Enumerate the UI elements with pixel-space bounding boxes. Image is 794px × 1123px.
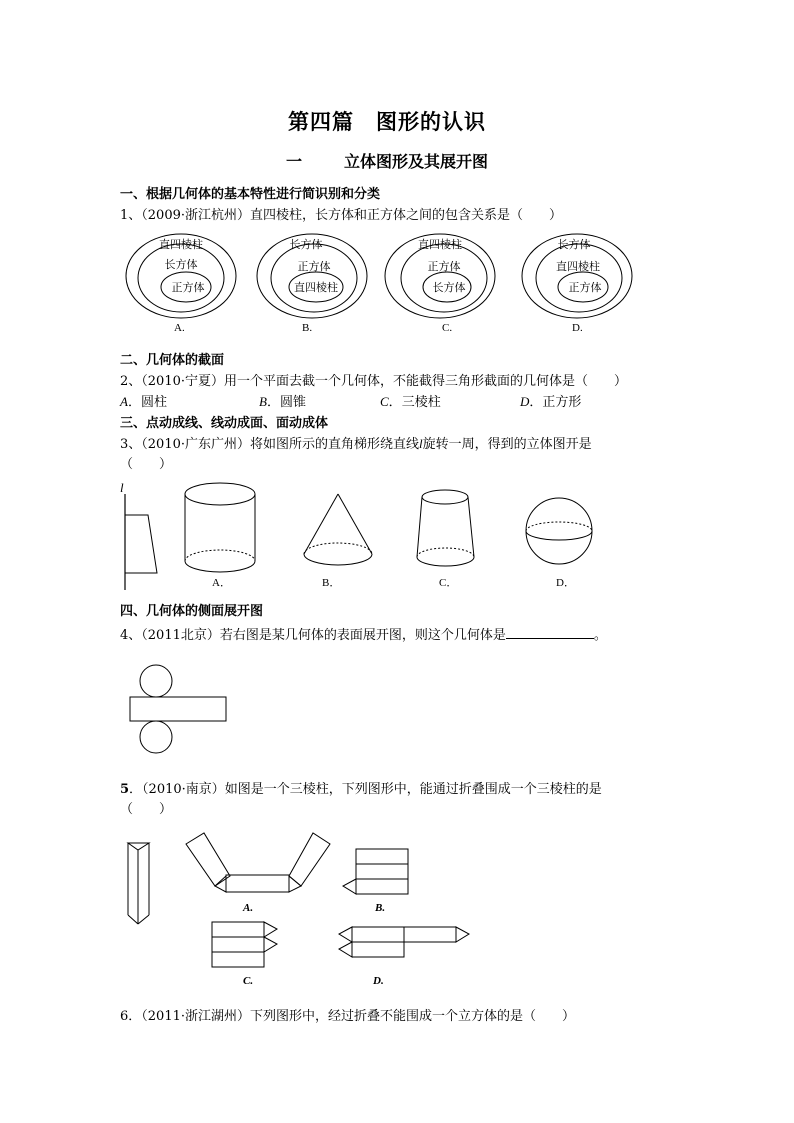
venn-d-outer-label: 长方体 bbox=[557, 238, 591, 251]
axis-l-label: l bbox=[120, 480, 124, 495]
question-2-option-b: B．圆锥 bbox=[259, 394, 306, 410]
venn-c-inner-label: 长方体 bbox=[432, 281, 466, 294]
page-title: 第四篇 图形的认识 bbox=[288, 109, 486, 134]
question-5-text: 5．（2010·南京）如图是一个三棱柱，下列图形中，能通过折叠围成一个三棱柱的是 bbox=[120, 782, 602, 797]
net-b-label: B. bbox=[375, 902, 386, 914]
figure-b-label: B． bbox=[322, 577, 341, 589]
net-a-label: A. bbox=[243, 902, 254, 914]
figure-a-label: A． bbox=[212, 577, 231, 589]
venn-c-middle-label: 正方体 bbox=[427, 260, 461, 273]
venn-a-middle-label: 长方体 bbox=[164, 258, 198, 271]
venn-a-label: A. bbox=[174, 322, 185, 334]
venn-b-label: B. bbox=[302, 322, 313, 334]
question-1-text: 1、（2009·浙江杭州）直四棱柱，长方体和正方体之间的包含关系是（ ） bbox=[120, 208, 562, 223]
subtitle-number: 一 bbox=[286, 152, 303, 171]
venn-d-middle-label: 直四棱柱 bbox=[556, 260, 600, 273]
question-2-option-d: D．正方形 bbox=[520, 394, 582, 410]
venn-d-inner-label: 正方体 bbox=[568, 281, 602, 294]
subtitle: 立体图形及其展开图 bbox=[344, 152, 489, 171]
section-1-heading: 一、根据几何体的基本特性进行简识别和分类 bbox=[120, 187, 381, 202]
net-d-label: D. bbox=[373, 975, 384, 987]
question-2-option-c: C．三棱柱 bbox=[380, 394, 441, 410]
section-4-heading: 四、几何体的侧面展开图 bbox=[120, 604, 264, 619]
venn-c-label: C. bbox=[442, 322, 453, 334]
venn-a-outer-label: 直四棱柱 bbox=[159, 238, 203, 251]
venn-a-inner-label: 正方体 bbox=[171, 281, 205, 294]
venn-d-label: D. bbox=[572, 322, 583, 334]
figure-c-label: C． bbox=[439, 577, 458, 589]
question-6-text: 6．（2011·浙江湖州）下列图形中，经过折叠不能围成一个立方体的是（ ） bbox=[120, 1009, 575, 1024]
question-4-text: 4、（2011北京）若右图是某几何体的表面展开图，则这个几何体是 。 bbox=[120, 628, 607, 643]
net-option-b bbox=[343, 849, 408, 914]
venn-b-outer-label: 长方体 bbox=[289, 238, 323, 251]
venn-b-middle-label: 正方体 bbox=[297, 260, 331, 273]
section-3-heading: 三、点动成线、线动成面、面动成体 bbox=[120, 416, 329, 431]
net-option-a bbox=[186, 833, 330, 914]
net-option-c bbox=[212, 922, 277, 987]
question-3-text: 3、（2010·广东广州）将如图所示的直角梯形绕直线l旋转一周，得到的立体图开是 bbox=[120, 436, 592, 452]
triangular-prism-figure bbox=[128, 843, 149, 924]
venn-b-inner-label: 直四棱柱 bbox=[294, 281, 338, 294]
question-2-option-a: A．圆柱 bbox=[120, 394, 167, 410]
question-3-blank: （ ） bbox=[120, 457, 173, 472]
venn-c-outer-label: 直四棱柱 bbox=[418, 238, 462, 251]
net-c-label: C. bbox=[243, 975, 254, 987]
figure-d-label: D． bbox=[556, 577, 575, 589]
question-2-text: 2、（2010·宁夏）用一个平面去截一个几何体，不能截得三角形截面的几何体是（ ） bbox=[120, 374, 627, 389]
section-2-heading: 二、几何体的截面 bbox=[120, 353, 225, 368]
question-5-blank: （ ） bbox=[120, 802, 173, 817]
net-option-d bbox=[339, 927, 469, 987]
